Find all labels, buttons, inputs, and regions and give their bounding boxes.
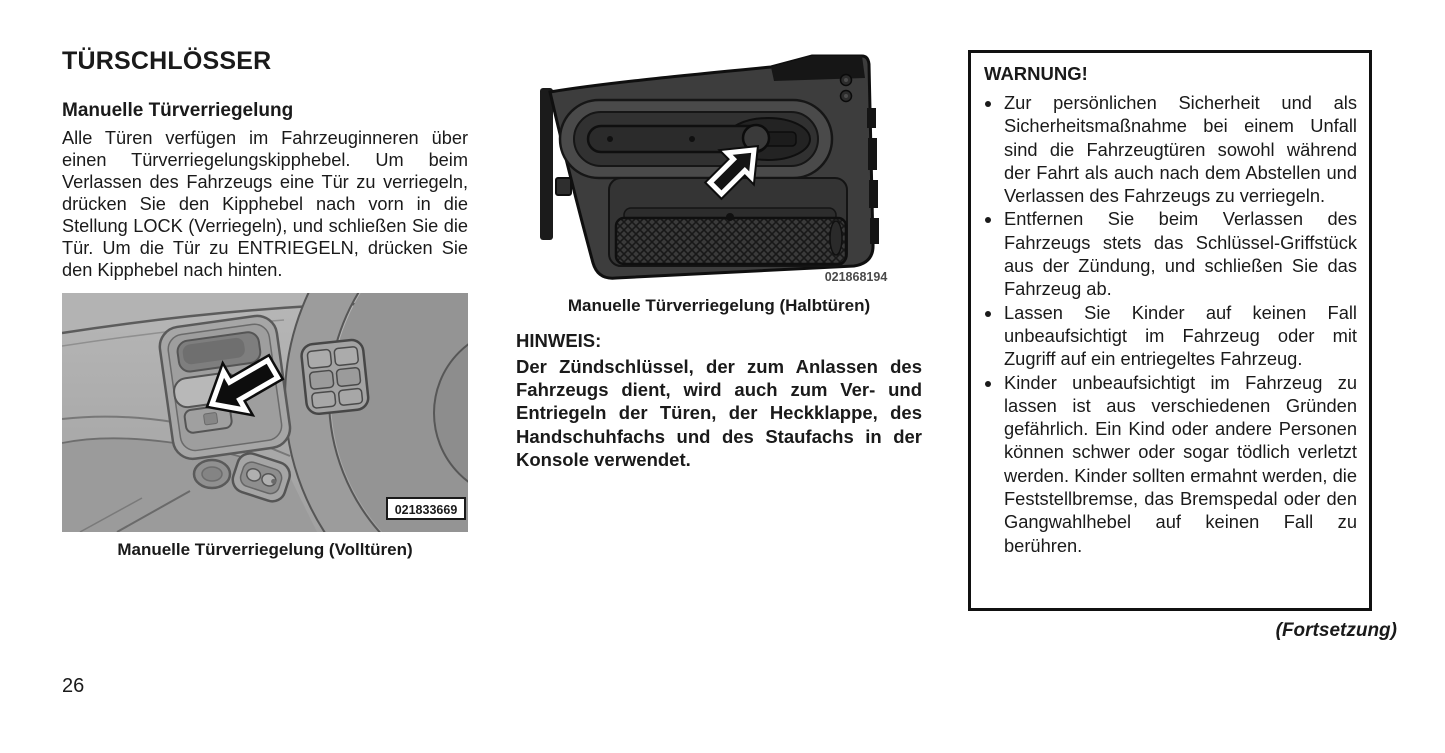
warning-item: • Kinder unbeaufsichtigt im Fahrzeug zu lassen ist aus verschiedenen Gründen gefährlich. Ein Kind oder andere Personen können schwer oder sogar tödlich verletzt werden. Kinder sollten ermahnt werden, die Feststellbremse, das Bremspedal oder den Gangwahlhebel auf keinen Fall zu berühren.	[1003, 371, 1357, 557]
continuation-note: (Fortsetzung)	[1275, 620, 1397, 641]
page-number: 26	[62, 675, 85, 697]
door-handle-recess	[560, 100, 832, 178]
figure-half-door-lock	[516, 50, 922, 285]
note-block	[516, 329, 922, 471]
door-edge-strip	[540, 88, 553, 240]
figure1-code-box	[387, 498, 465, 519]
intro-paragraph: Alle Türen verfügen im Fahrzeuginneren über einen Türverriegelungskipphebel. Um beim Verlassen des Fahrzeugs eine Tür zu verriegeln, drücken Sie den Kipphebel nach vorn in die Stellung LOCK (Verriegeln), und schließen Sie die Tür. Um die Tür zu ENTRIEGELN, drücken Sie den Kipphebel nach hinten.	[62, 128, 468, 281]
warning-heading: WARNUNG!	[984, 63, 1088, 84]
warning-item: • Zur persönlichen Sicherheit und als Sicherheitsmaßnahme bei einem Unfall sind die Fahrzeugtüren sowohl während der Fahrt als auch nach dem Abstellen und Verlassen des Fahrzeugs zu verriegeln.	[1003, 91, 1357, 207]
left-column	[62, 48, 468, 281]
warning-box	[968, 50, 1372, 611]
steering-switch-cluster	[300, 339, 369, 415]
warning-item: • Entfernen Sie beim Verlassen des Fahrzeugs stets das Schlüssel-Griffstück aus der Zündung, und schließen Sie das Fahrzeug ab.	[1003, 207, 1357, 300]
half-door-lock-illustration	[516, 50, 922, 285]
figure2-code: 021868194	[824, 270, 888, 284]
page-title: TÜRSCHLÖSSER	[62, 47, 272, 75]
subsection-title: Manuelle Türverriegelung	[62, 100, 294, 122]
warning-list	[984, 91, 1357, 557]
figure-full-door-lock	[62, 293, 468, 532]
figure-caption-volltueren: Manuelle Türverriegelung (Volltüren)	[117, 540, 413, 559]
note-heading: HINWEIS:	[516, 330, 602, 351]
warning-item: • Lassen Sie Kinder auf keinen Fall unbeaufsichtigt im Fahrzeug oder mit Zugriff auf ein entriegeltes Fahrzeug.	[1003, 301, 1357, 371]
full-door-lock-illustration	[62, 293, 468, 532]
note-paragraph: Der Zündschlüssel, der zum Anlassen des Fahrzeugs dient, wird auch zum Ver- und Entriegeln der Türen, der Heckklappe, des Handschuhfachs und des Staufachs in der Konsole verwendet.	[516, 356, 922, 470]
figure1-code: 021833669	[394, 503, 458, 517]
figure-caption-halbtueren: Manuelle Türverriegelung (Halbtüren)	[567, 296, 871, 315]
